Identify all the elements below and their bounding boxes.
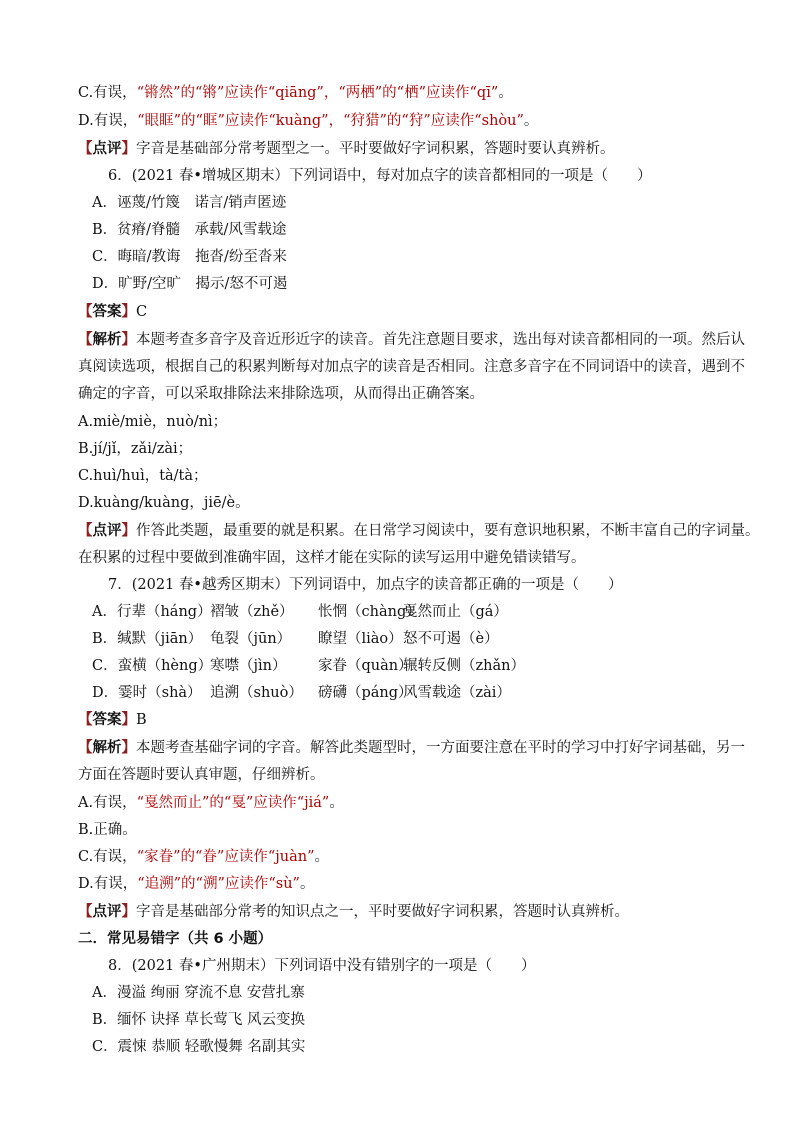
text-line-d-prev — [78, 111, 538, 131]
text-span: 】 — [121, 739, 136, 756]
text-span: 】 — [121, 711, 136, 728]
text-line-q6d — [92, 274, 287, 294]
text-span: C — [136, 304, 148, 320]
text-line-sec2 — [78, 929, 272, 949]
text-span: C.huì/huì，tà/tà； — [78, 468, 208, 484]
text-span: B — [136, 712, 147, 728]
text-span: 】 — [121, 303, 136, 320]
text-span: “锵然”的“锵”应读作“qiāng”，“两栖”的“栖”应读作“qī” — [136, 85, 499, 101]
q7-option-a-item-1: 褶皱（zhě） — [210, 604, 294, 620]
text-span: 解析 — [92, 331, 122, 348]
q7-option-d-item-1: 追溯（shuò） — [210, 685, 303, 701]
text-line-e6-3 — [78, 384, 484, 404]
text-line-e6-b — [78, 439, 192, 459]
text-line-q6 — [108, 166, 651, 186]
text-line-e7-a — [78, 793, 344, 813]
text-span: 字音是基础部分常考题型之一。平时要做好字词积累，答题时要认真辨析。 — [136, 141, 615, 157]
text-span: 字音是基础部分常考的知识点之一，平时要做好字词积累，答题时认真辨析。 — [136, 904, 629, 920]
text-span: 答案 — [92, 711, 122, 728]
text-span: B.正确。 — [78, 822, 137, 838]
text-span: 【 — [78, 711, 93, 728]
text-line-q8c — [92, 1037, 305, 1057]
text-line-comment-prev — [78, 139, 615, 159]
text-line-e7-d — [78, 874, 314, 894]
q7-option-d-item-3: 风雪载途（zài） — [403, 685, 511, 701]
text-span: C.有误， — [78, 85, 137, 101]
text-span: 6．(2021 春•增城区期末）下列词语中，每对加点字的读音都相同的一项是（ ） — [108, 168, 652, 184]
text-line-e6-d — [78, 493, 250, 513]
text-span: 】 — [121, 140, 136, 157]
text-span: 答案 — [92, 303, 122, 320]
q7-option-b-item-0: B．缄默（jiān） — [92, 631, 203, 647]
text-span: C．震悚 恭顺 轻歌慢舞 名副其实 — [92, 1039, 306, 1055]
q7-option-a-item-3: 戛然而止（gá） — [403, 604, 508, 620]
text-span: “眼眶”的“眶”应读作“kuàng”，“狩猎”的“狩”应读作“shòu” — [137, 113, 524, 129]
text-span: 】 — [121, 522, 136, 539]
text-span: 二．常见易错字（共 6 小题） — [78, 931, 273, 947]
text-span: A．诬蔑/竹篾 诺言/销声匿迹 — [92, 195, 287, 211]
text-span: 【 — [78, 303, 93, 320]
text-span: 本题考查基础字词的字音。解答此类题型时，一方面要注意在平时的学习中打好字词基础，另一 — [136, 740, 745, 756]
q7-option-d-item-2: 磅礴（páng） — [318, 685, 413, 701]
text-span: 】 — [121, 331, 136, 348]
text-span: 真阅读选项，根据自己的积累判断每对加点字的读音是否相同。注意多音字在不同词语中的读音，遇到不 — [78, 359, 745, 375]
text-span: 。 — [299, 876, 315, 892]
text-line-e6-1 — [78, 330, 745, 350]
text-span: 。 — [314, 849, 329, 865]
q7-option-b-item-3: 怒不可遏（è） — [403, 631, 499, 647]
text-span: “家眷”的“眷”应读作“juàn” — [136, 849, 315, 865]
text-line-e7-c — [78, 847, 329, 867]
text-span: 【 — [78, 739, 93, 756]
q7-option-d-item-0: D．霎时（shà） — [92, 685, 202, 701]
text-line-a6 — [78, 302, 147, 322]
text-span: 8．(2021 春•广州期末）下列词语中没有错别字的一项是（ ） — [108, 958, 536, 974]
text-span: B．缅怀 诀择 草长莺飞 风云变换 — [92, 1012, 305, 1028]
text-line-q8b — [92, 1010, 305, 1030]
text-span: 7．(2021 春•越秀区期末）下列词语中，加点字的读音都正确的一项是（ ） — [108, 577, 623, 593]
text-span: 在积累的过程中要做到准确牢固，这样才能在实际的读写运用中避免错读错写。 — [78, 550, 586, 566]
text-line-a7 — [78, 710, 147, 730]
text-span: C．晦暗/教诲 拖沓/纷至沓来 — [92, 249, 287, 265]
text-span: D.kuàng/kuàng，jiē/è。 — [78, 495, 250, 511]
q7-option-c-item-3: 辗转反侧（zhǎn） — [403, 658, 525, 674]
text-span: D．旷野/空旷 揭示/怒不可遏 — [92, 276, 288, 292]
text-span: 点评 — [92, 140, 122, 157]
text-span: “戛然而止”的“戛”应读作“jiá” — [136, 795, 330, 811]
text-span: 作答此类题，最重要的就是积累。在日常学习阅读中，要有意识地积累，不断丰富自己的字词量。 — [136, 523, 760, 539]
text-span: 。 — [498, 85, 513, 101]
q7-option-b-item-2: 瞭望（liào） — [318, 631, 403, 647]
text-line-c-prev — [78, 83, 513, 103]
text-span: “追溯”的“溯”应读作“sù” — [137, 876, 300, 892]
text-line-e6-c — [78, 466, 208, 486]
text-line-e7-2 — [78, 765, 325, 785]
text-span: B.jí/jǐ，zǎi/zài； — [78, 441, 193, 457]
text-span: 【 — [78, 331, 93, 348]
text-span: 方面在答题时要认真审题，仔细辨析。 — [78, 767, 325, 783]
text-span: 【 — [78, 903, 93, 920]
q7-option-c-item-2: 家眷（quàn） — [318, 658, 413, 674]
text-span: B．贫瘠/脊髓 承载/风雪载途 — [92, 222, 287, 238]
q7-option-a-item-2: 怅惘（chàng） — [318, 604, 421, 620]
text-span: 点评 — [92, 522, 122, 539]
q7-option-c-item-1: 寒噤（jìn） — [210, 658, 287, 674]
text-line-c6-2 — [78, 548, 586, 568]
text-span: 【 — [78, 140, 93, 157]
text-span: A.有误， — [78, 795, 137, 811]
text-line-c7 — [78, 902, 629, 922]
text-span: 解析 — [92, 739, 122, 756]
text-span: 。 — [329, 795, 344, 811]
text-span: D.有误， — [78, 876, 138, 892]
text-line-e6-2 — [78, 357, 745, 377]
text-span: A.miè/miè，nuò/nì； — [78, 414, 228, 430]
text-span: 。 — [523, 113, 539, 129]
q7-option-a-item-0: A．行辈（háng） — [92, 604, 212, 620]
text-span: 【 — [78, 522, 93, 539]
text-line-q6b — [92, 220, 286, 240]
text-span: 】 — [121, 903, 136, 920]
text-line-e7-1 — [78, 738, 745, 758]
text-line-q7 — [108, 575, 622, 595]
text-line-e7-b — [78, 820, 137, 840]
text-line-q8a — [92, 983, 305, 1003]
text-span: C.有误， — [78, 849, 137, 865]
text-span: A．漫溢 绚丽 穿流不息 安营扎寨 — [92, 985, 305, 1001]
text-span: 点评 — [92, 903, 122, 920]
text-span: 确定的字音，可以采取排除法来排除选项，从而得出正确答案。 — [78, 386, 484, 402]
text-line-e6-a — [78, 412, 227, 432]
text-line-q6c — [92, 247, 287, 267]
q7-option-c-item-0: C．蛮横（hèng） — [92, 658, 213, 674]
text-line-c6-1 — [78, 521, 760, 541]
text-span: 本题考查多音字及音近形近字的读音。首先注意题目要求，选出每对读音都相同的一项。然后认 — [136, 332, 745, 348]
q7-option-b-item-1: 龟裂（jūn） — [210, 631, 292, 647]
text-span: D.有误， — [78, 113, 138, 129]
text-line-q6a — [92, 193, 286, 213]
text-line-q8 — [108, 956, 535, 976]
